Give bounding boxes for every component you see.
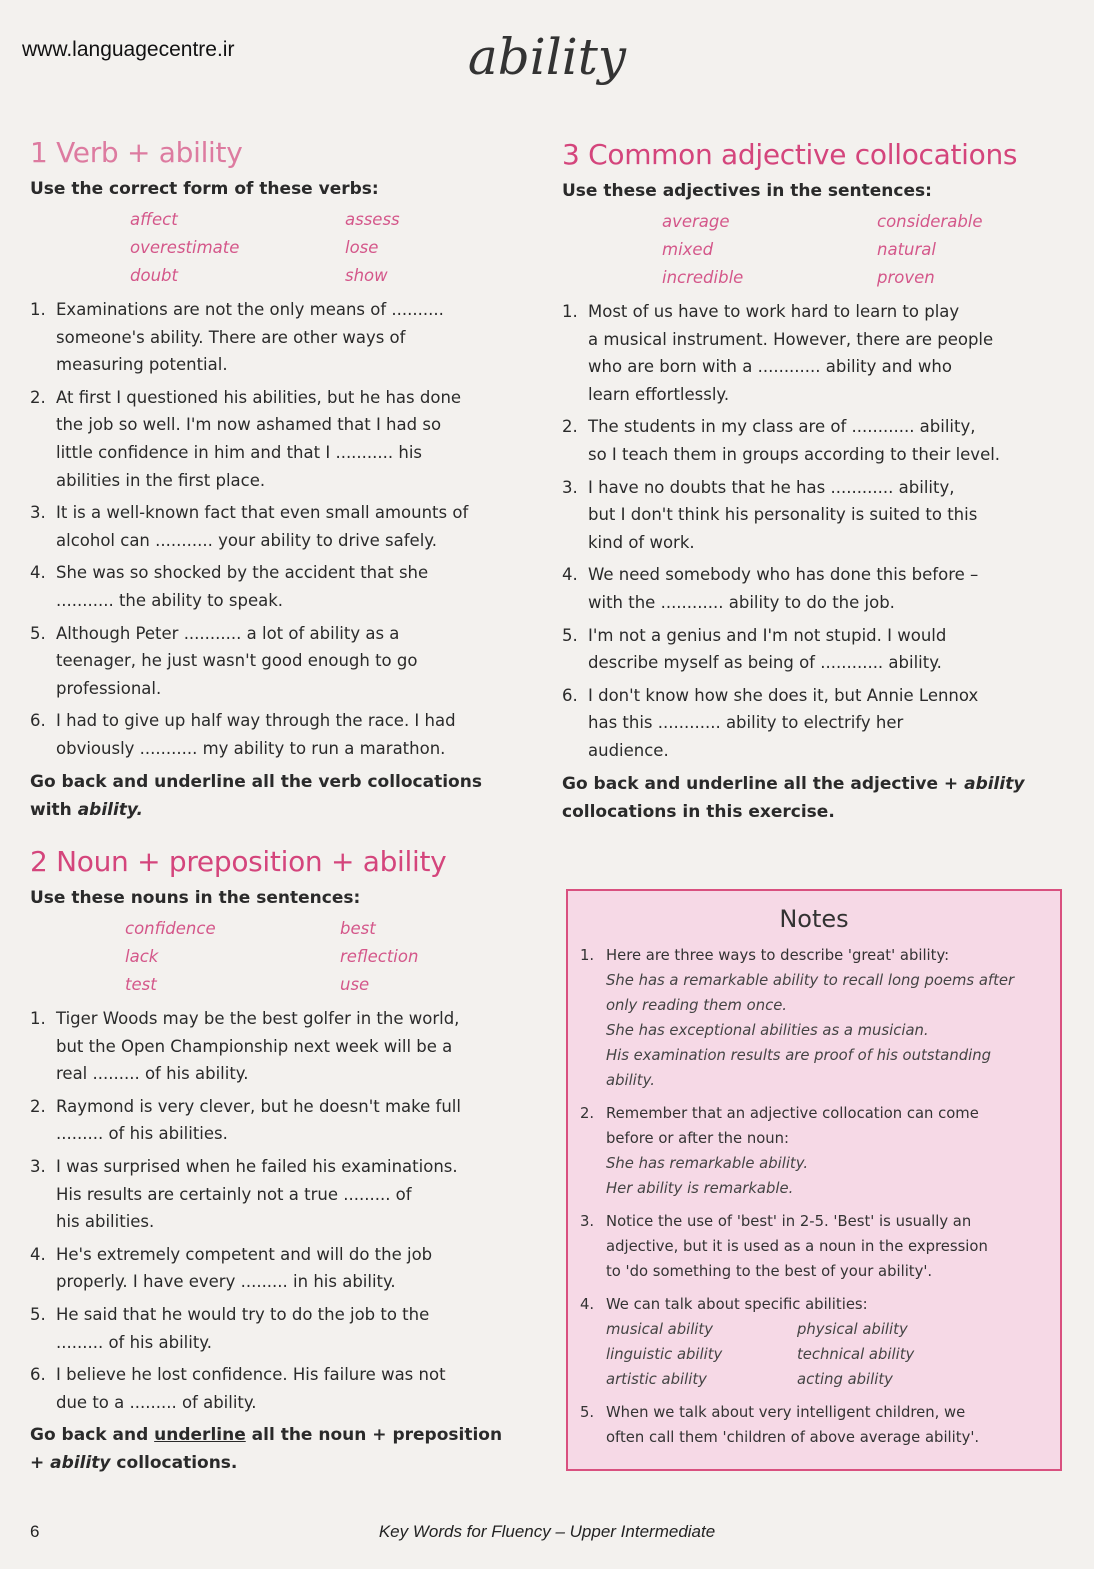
item-number: 1. [30,1009,46,1028]
item-line: The students in my class are of ............ ability, [588,417,976,437]
note-example: She has exceptional abilities as a musician. [606,1022,929,1039]
note-text [606,1400,979,1450]
item-line: I was surprised when he failed his examinations. [56,1156,458,1176]
item-text [56,1093,461,1148]
note-line: to 'do something to the best of your ability'. [606,1263,933,1280]
ability-examples [606,1317,997,1392]
item-line: Although Peter ........... a lot of ability as a [56,623,400,643]
item-line: due to a ......... of ability. [56,1392,257,1412]
item-text [56,499,468,554]
section-heading: 3 Common adjective collocations [562,138,1018,171]
exercise-footer [30,1421,535,1477]
exercise-item [30,499,535,554]
exercise-item [30,1361,535,1416]
item-number: 6. [562,685,578,705]
word-box [30,915,535,999]
item-text [56,384,461,494]
footer-text: collocations. [110,1453,238,1474]
item-text [56,1301,429,1356]
item-number: 3. [562,477,578,497]
exercise-footer [562,770,1072,826]
exercise-item [30,1301,535,1356]
item-line: His results are certainly not a true ......... of [56,1184,412,1204]
item-line: Most of us have to work hard to learn to play [588,302,960,321]
exercise-item [30,1005,535,1088]
item-text [56,1361,446,1416]
item-line: I'm not a genius and I'm not stupid. I would [588,625,947,645]
word-option: lack [125,947,159,966]
ability-example: linguistic ability [606,1346,723,1363]
item-number: 6. [30,1365,46,1385]
word-option: overestimate [130,238,240,257]
item-text [588,298,993,408]
section-verb-ability [30,136,535,824]
item-text [56,707,456,762]
exercise-item [30,707,535,762]
item-number: 5. [30,1304,46,1324]
item-line: learn effortlessly. [588,384,730,404]
item-text [588,561,978,616]
item-line: audience. [588,740,669,760]
footer-text: + [30,1453,51,1474]
item-line: Raymond is very clever, but he doesn't make full [56,1096,461,1116]
footer-text: Go back and [30,1425,155,1446]
item-line: Examinations are not the only means of .......... [56,300,444,319]
instruction: Use these nouns in the sentences: [30,888,361,908]
item-line: He's extremely competent and will do the job [56,1244,433,1264]
item-line: obviously ........... my ability to run a marathon. [56,738,446,758]
item-line: but I don't think his personality is suited to this [588,505,978,525]
note-line: When we talk about very intelligent children, we [606,1404,966,1421]
footer-text: Go back and underline all the adjective + [562,773,965,794]
section-adjective-collocations [562,138,1072,826]
item-number: 6. [30,711,46,731]
note-line: adjective, but it is used as a noun in the expression [606,1238,988,1255]
note-example: Her ability is remarkable. [606,1180,794,1197]
item-number: 4. [30,1244,46,1264]
item-line: who are born with a ............ ability and who [588,357,952,377]
note-example: His examination results are proof of his outstanding [606,1047,991,1064]
exercise-item [30,1093,535,1148]
exercise-item [562,298,1072,408]
item-number: 5. [30,623,46,643]
item-line: kind of work. [588,532,695,552]
item-line: ......... of his abilities. [56,1124,228,1144]
item-line: I have no doubts that he has ............ ability, [588,477,955,497]
item-line: so I teach them in groups according to their level. [588,444,1001,464]
item-line: I don't know how she does it, but Annie Lennox [588,685,979,705]
item-line: has this ............ ability to electrify her [588,713,904,733]
item-number: 5. [562,625,578,645]
item-line: It is a well-known fact that even small amounts of [56,503,469,523]
section-noun-preposition [30,845,535,1477]
footer-keyword: ability [964,773,1025,794]
note-example: She has a remarkable ability to recall long poems after [606,972,1015,989]
note-example: only reading them once. [606,997,788,1014]
word-option: show [345,266,388,285]
instruction: Use these adjectives in the sentences: [562,181,932,201]
note-line: often call them 'children of above average ability'. [606,1429,980,1446]
exercise-item [562,682,1072,765]
item-line: properly. I have every ......... in his ability. [56,1272,396,1292]
word-box [30,206,535,290]
word-option: incredible [662,268,744,287]
item-number: 3. [30,503,46,523]
item-number: 2. [30,387,46,407]
note-example: ability. [606,1072,655,1089]
exercise-list [30,296,535,763]
item-number: 4. [562,565,578,585]
exercise-list [30,1005,535,1416]
item-line: with the ............ ability to do the job. [588,592,895,612]
item-text [588,474,977,557]
item-number: 2. [30,1096,46,1116]
exercise-item [30,620,535,703]
exercise-item [562,622,1072,677]
note-item [580,1292,1048,1392]
word-option: doubt [130,266,178,285]
exercise-item [30,384,535,494]
word-option: natural [877,240,936,259]
note-number: 1. [580,947,595,964]
item-line: I had to give up half way through the race. I had [56,711,456,731]
item-line: professional. [56,678,162,698]
word-option: use [340,975,370,994]
note-text [606,1101,979,1201]
item-text [56,1241,432,1296]
item-line: alcohol can ........... your ability to drive safely. [56,530,437,550]
word-option: assess [345,210,400,229]
item-line: real ......... of his ability. [56,1064,249,1084]
item-line: but the Open Championship next week will be a [56,1036,453,1056]
word-option: best [340,919,376,938]
word-option: reflection [340,947,419,966]
item-line: someone's ability. There are other ways of [56,327,406,347]
note-item [580,1209,1048,1284]
ability-example: technical ability [797,1346,915,1363]
note-line: We can talk about specific abilities: [606,1296,868,1313]
word-option: proven [877,268,935,287]
item-line: his abilities. [56,1212,155,1232]
note-number: 2. [580,1105,595,1122]
item-line: He said that he would try to do the job to the [56,1304,430,1324]
item-line: measuring potential. [56,355,228,375]
item-line: Tiger Woods may be the best golfer in the world, [56,1009,460,1028]
footer-keyword: ability [50,1453,111,1474]
item-number: 4. [30,563,46,583]
item-line: describe myself as being of ............ ability. [588,653,942,673]
exercise-item [562,413,1072,468]
item-line: ......... of his ability. [56,1332,212,1352]
item-number: 1. [30,300,46,319]
exercise-item [562,474,1072,557]
word-option: affect [130,210,178,229]
note-line: Notice the use of 'best' in 2-5. 'Best' is usually an [606,1213,972,1230]
note-line: before or after the noun: [606,1130,790,1147]
item-text [56,1153,458,1236]
item-line: At first I questioned his abilities, but he has done [56,387,462,407]
item-line: I believe he lost confidence. His failure was not [56,1365,446,1385]
word-option: lose [345,238,379,257]
footer-text: with [30,799,78,820]
item-number: 1. [562,302,578,321]
page-number: 6 [30,1522,40,1541]
footer-text: Go back and underline all the verb collocations [30,771,482,792]
section-heading: 2 Noun + preposition + ability [30,845,447,878]
note-number: 3. [580,1213,595,1230]
ability-example: acting ability [797,1371,893,1388]
exercise-footer [30,768,535,824]
footer-underline: underline [154,1425,246,1446]
page-title: ability [467,28,627,86]
note-number: 4. [580,1296,595,1313]
word-box [562,208,1072,292]
exercise-item [30,1241,535,1296]
notes-title: Notes [779,905,849,933]
item-number: 2. [562,417,578,437]
ability-example: artistic ability [606,1371,707,1388]
ability-example: musical ability [606,1321,713,1338]
word-option: mixed [662,240,714,259]
note-text [606,1209,988,1284]
item-line: teenager, he just wasn't good enough to go [56,651,418,671]
item-line: a musical instrument. However, there are people [588,329,994,349]
item-text [56,296,444,379]
word-option: test [125,975,157,994]
item-text [588,413,1000,468]
footer-keyword: ability. [77,799,143,820]
notes-box [566,889,1062,1471]
item-line: abilities in the first place. [56,470,266,490]
notes-list [580,943,1048,1450]
item-line: We need somebody who has done this before – [588,565,979,585]
note-line: Remember that an adjective collocation can come [606,1105,979,1122]
note-line: Here are three ways to describe 'great' ability: [606,947,950,964]
note-number: 5. [580,1404,595,1421]
item-line: little confidence in him and that I ........... his [56,442,423,462]
note-item [580,1400,1048,1450]
word-option: average [662,212,730,231]
note-text [606,1292,997,1392]
word-option: considerable [877,212,983,231]
website-url: www.languagecentre.ir [22,38,235,61]
item-text [56,559,428,614]
item-text [588,682,978,765]
item-text [56,1005,459,1088]
exercise-item [30,1153,535,1236]
ability-example: physical ability [797,1321,908,1338]
item-number: 3. [30,1156,46,1176]
item-text [588,622,946,677]
exercise-item [30,296,535,379]
note-text [606,943,1014,1093]
note-example: She has remarkable ability. [606,1155,809,1172]
item-line: ........... the ability to speak. [56,590,284,610]
instruction: Use the correct form of these verbs: [30,179,379,199]
footer-text: all the noun + preposition [245,1425,503,1446]
note-item [580,943,1048,1093]
exercise-list [562,298,1072,765]
exercise-item [30,559,535,614]
book-title: Key Words for Fluency – Upper Intermediate [378,1522,716,1541]
section-heading: 1 Verb + ability [30,136,243,169]
item-line: She was so shocked by the accident that she [56,563,429,583]
item-line: the job so well. I'm now ashamed that I had so [56,415,442,435]
word-option: confidence [125,919,216,938]
note-item [580,1101,1048,1201]
item-text [56,620,417,703]
exercise-item [562,561,1072,616]
footer-text: collocations in this exercise. [562,801,835,822]
